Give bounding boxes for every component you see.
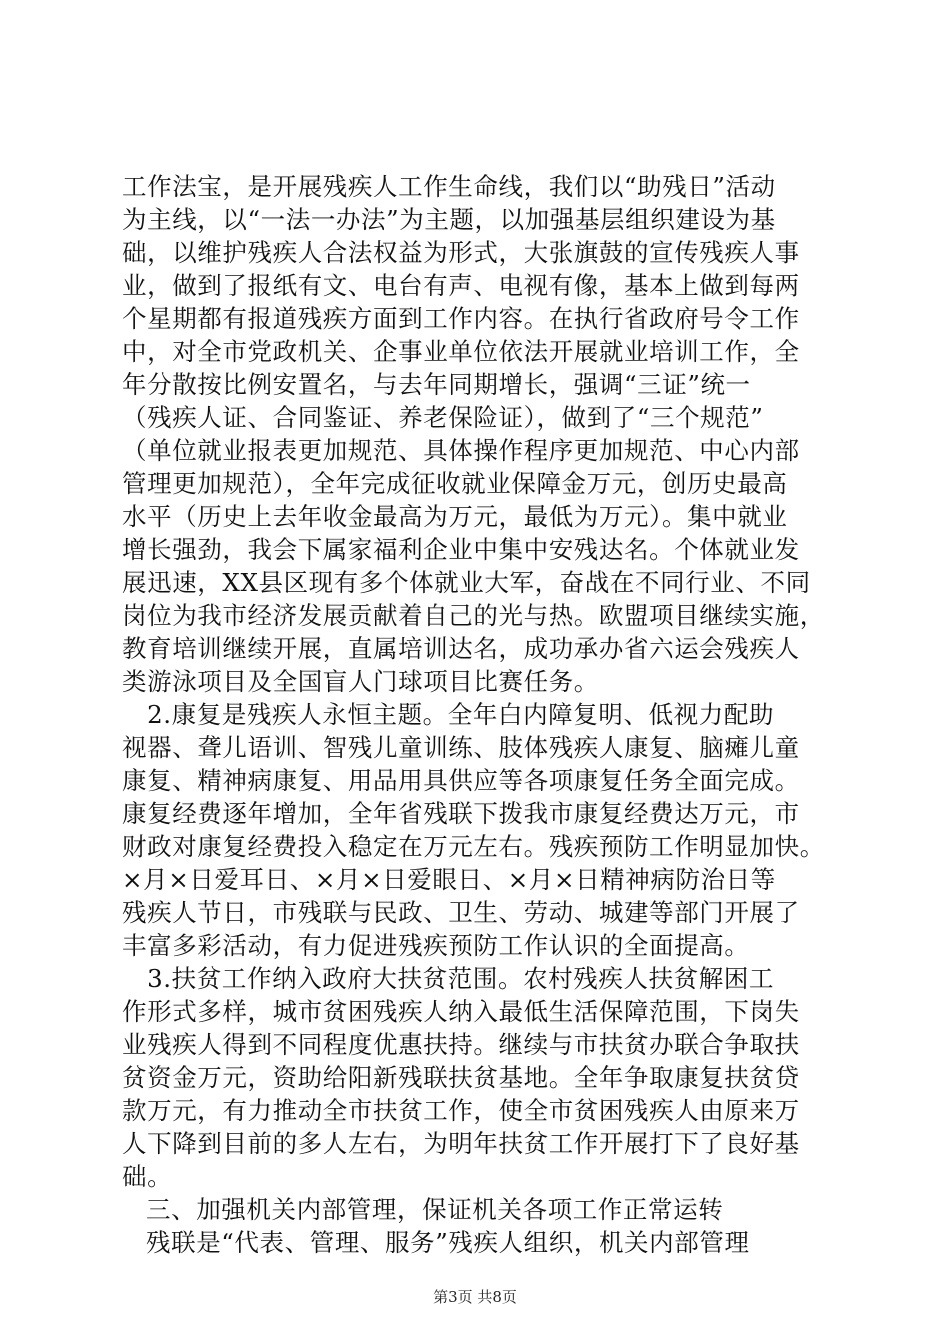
text-line: 为主线，以“一法一办法”为主题，以加强基层组织建设为基 — [122, 205, 776, 234]
page-number-footer: 第3页 共8页 — [433, 1288, 517, 1306]
text-line: 个星期都有报道残疾方面到工作内容。在执行省政府号令工作 — [122, 304, 800, 333]
text-line: 业残疾人得到不同程度优惠扶持。继续与市扶贫办联合争取扶 — [122, 1030, 800, 1059]
text-line: 康复经费逐年增加，全年省残联下拨我市康复经费达万元，市 — [122, 799, 800, 828]
text-line: 款万元，有力推动全市扶贫工作，使全市贫困残疾人由原来万 — [122, 1096, 800, 1125]
text-line: （单位就业报表更加规范、具体操作程序更加规范、中心内部 — [122, 436, 800, 465]
text-line: 岗位为我市经济发展贡献着自己的光与热。欧盟项目继续实施， — [122, 601, 825, 630]
text-line: 中，对全市党政机关、企事业单位依法开展就业培训工作，全 — [122, 337, 800, 366]
section-heading: 三、加强机关内部管理，保证机关各项工作正常运转 — [146, 1195, 724, 1224]
text-line: 贫资金万元，资助给阳新残联扶贫基地。全年争取康复扶贫贷 — [122, 1063, 800, 1092]
text-line: 教育培训继续开展，直属培训达名，成功承办省六运会残疾人 — [122, 634, 800, 663]
text-line: 业，做到了报纸有文、电台有声、电视有像，基本上做到每两 — [122, 271, 800, 300]
text-line: 工作法宝，是开展残疾人工作生命线，我们以“助残日”活动 — [122, 172, 776, 201]
text-line: 础。 — [122, 1162, 173, 1191]
text-line: 3.扶贫工作纳入政府大扶贫范围。农村残疾人扶贫解困工 — [122, 964, 775, 993]
text-line: （残疾人证、合同鉴证、养老保险证），做到了“三个规范” — [122, 403, 764, 432]
text-line: 增长强劲，我会下属家福利企业中集中安残达名。个体就业发 — [122, 535, 800, 564]
text-line: 康复、精神病康复、用品用具供应等各项康复任务全面完成。 — [122, 766, 800, 795]
text-line: 2.康复是残疾人永恒主题。全年白内障复明、低视力配助 — [122, 700, 775, 729]
text-line: 残联是“代表、管理、服务”残疾人组织，机关内部管理 — [146, 1228, 750, 1257]
text-line: ×月×日爱耳日、×月×日爱眼日、×月×日精神病防治日等 — [122, 865, 776, 894]
text-line: 人下降到目前的多人左右，为明年扶贫工作开展打下了良好基 — [122, 1129, 800, 1158]
text-line: 水平（历史上去年收金最高为万元，最低为万元）。集中就业 — [122, 502, 788, 531]
text-line: 丰富多彩活动，有力促进残疾预防工作认识的全面提高。 — [122, 931, 750, 960]
text-line: 残疾人节日，市残联与民政、卫生、劳动、城建等部门开展了 — [122, 898, 800, 927]
text-line: 础，以维护残疾人合法权益为形式，大张旗鼓的宣传残疾人事 — [122, 238, 800, 267]
text-line: 财政对康复经费投入稳定在万元左右。残疾预防工作明显加快。 — [122, 832, 825, 861]
text-line: 管理更加规范），全年完成征收就业保障金万元，创历史最高 — [122, 469, 788, 498]
text-line: 作形式多样，城市贫困残疾人纳入最低生活保障范围，下岗失 — [122, 997, 800, 1026]
text-line: 展迅速，XX县区现有多个体就业大军，奋战在不同行业、不同 — [122, 568, 811, 597]
text-line: 视器、聋儿语训、智残儿童训练、肢体残疾人康复、脑瘫儿童 — [122, 733, 800, 762]
text-line: 年分散按比例安置名，与去年同期增长，强调“三证”统一 — [122, 370, 751, 399]
text-line: 类游泳项目及全国盲人门球项目比赛任务。 — [122, 667, 599, 696]
